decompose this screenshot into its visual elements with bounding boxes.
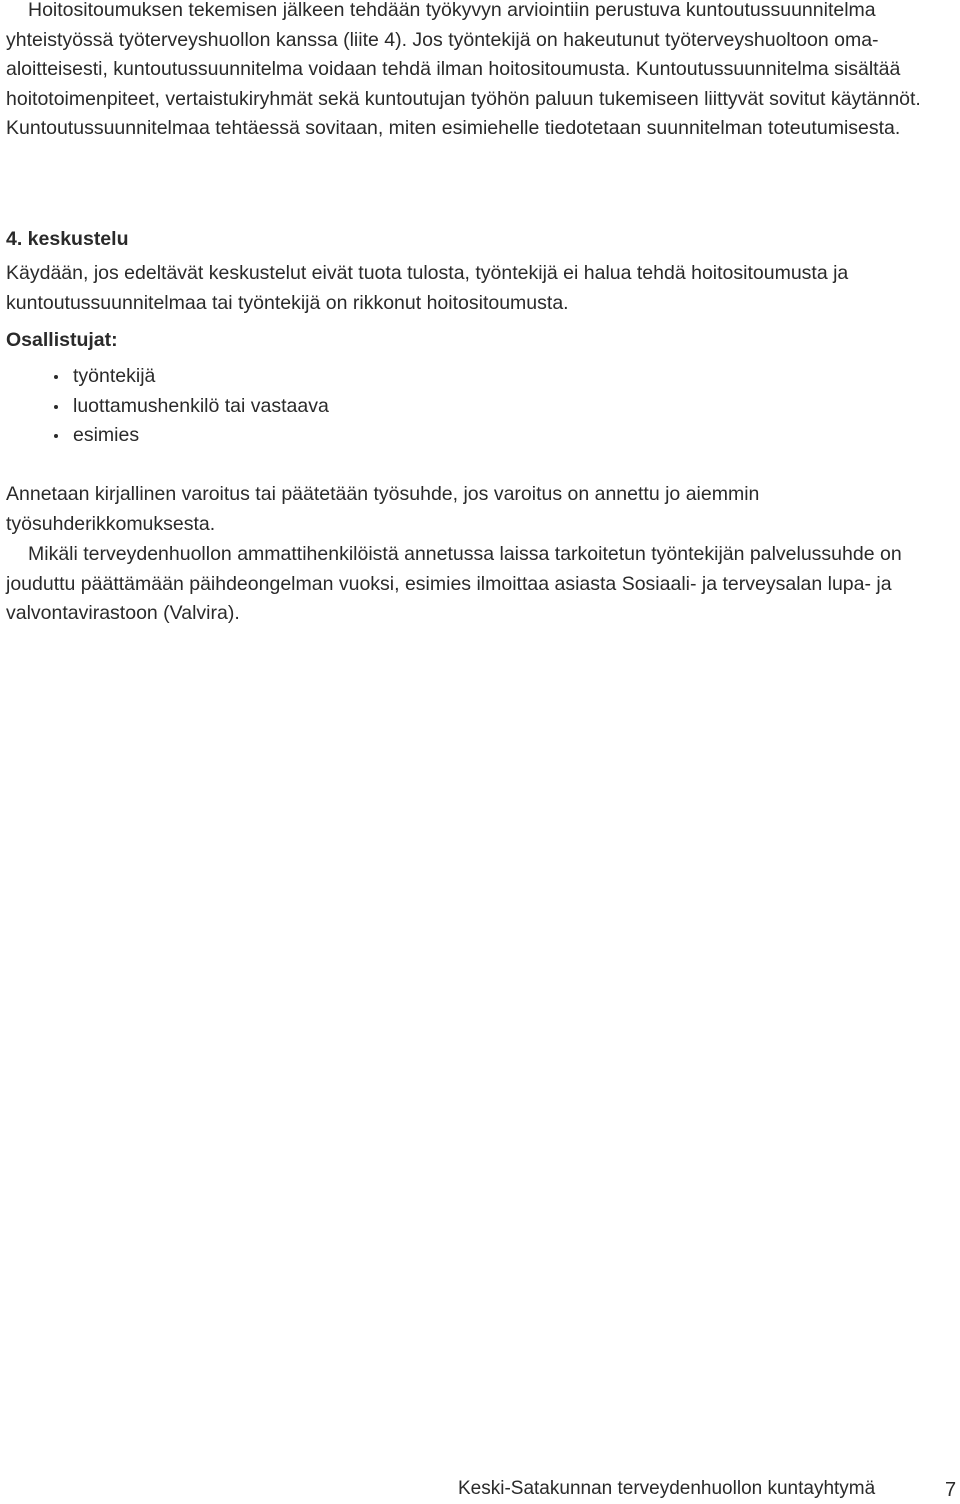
bullet-icon — [54, 434, 58, 438]
participant-label: työntekijä — [73, 365, 156, 387]
bullet-icon — [54, 375, 58, 379]
section-heading: 4. keskustelu — [6, 228, 129, 250]
footer-organization: Keski-Satakunnan terveydenhuollon kuntayhtymä — [458, 1478, 876, 1499]
list-item — [54, 421, 329, 451]
list-item — [54, 362, 329, 392]
intro-paragraph: Hoitositoumuksen tekemisen jälkeen tehdään työkyvyn arviointiin perustuva kuntoutussuunnitelma yhteistyössä työterveyshuollon kanssa (liite 4). Jos työntekijä on hakeutunut työterveyshuoltoon oma-aloitteisesti, kuntoutussuunnitelma voidaan tehdä ilman hoitositoumusta. Kuntoutussuunnitelma sisältää hoitotoimenpiteet, vertaistukiryhmät sekä kuntoutujan työhön paluun tukemiseen liittyvät sovitut käytännöt. Kuntoutussuunnitelmaa tehtäessä sovitaan, miten esimiehelle tiedotetaan suunnitelman toteutumisesta. — [6, 0, 921, 140]
warning-paragraph: Annetaan kirjallinen varoitus tai päätetään työsuhde, jos varoitus on annettu jo aiemmin työsuhderikkomuksesta. — [6, 483, 760, 535]
valvira-paragraph: Mikäli terveydenhuollon ammattihenkilöistä annetussa laissa tarkoitetun työntekijän palvelussuhde on jouduttu päättämään päihdeongelman vuoksi, esimies ilmoittaa asiasta Sosiaali- ja terveysalan lupa- ja valvontavirastoon (Valvira). — [6, 543, 902, 625]
participant-label: esimies — [73, 424, 140, 447]
page-number: 7 — [945, 1479, 957, 1501]
bullet-icon — [54, 405, 58, 409]
participants-label: Osallistujat: — [6, 329, 118, 351]
section-paragraph: Käydään, jos edeltävät keskustelut eivät tuota tulosta, työntekijä ei halua tehdä hoitositoumusta ja kuntoutussuunnitelmaa tai työntekijä on rikkonut hoitositoumusta. — [6, 262, 849, 314]
participant-label: luottamushenkilö tai vastaava — [73, 394, 329, 417]
participants-list — [54, 362, 329, 451]
list-item — [54, 392, 329, 422]
